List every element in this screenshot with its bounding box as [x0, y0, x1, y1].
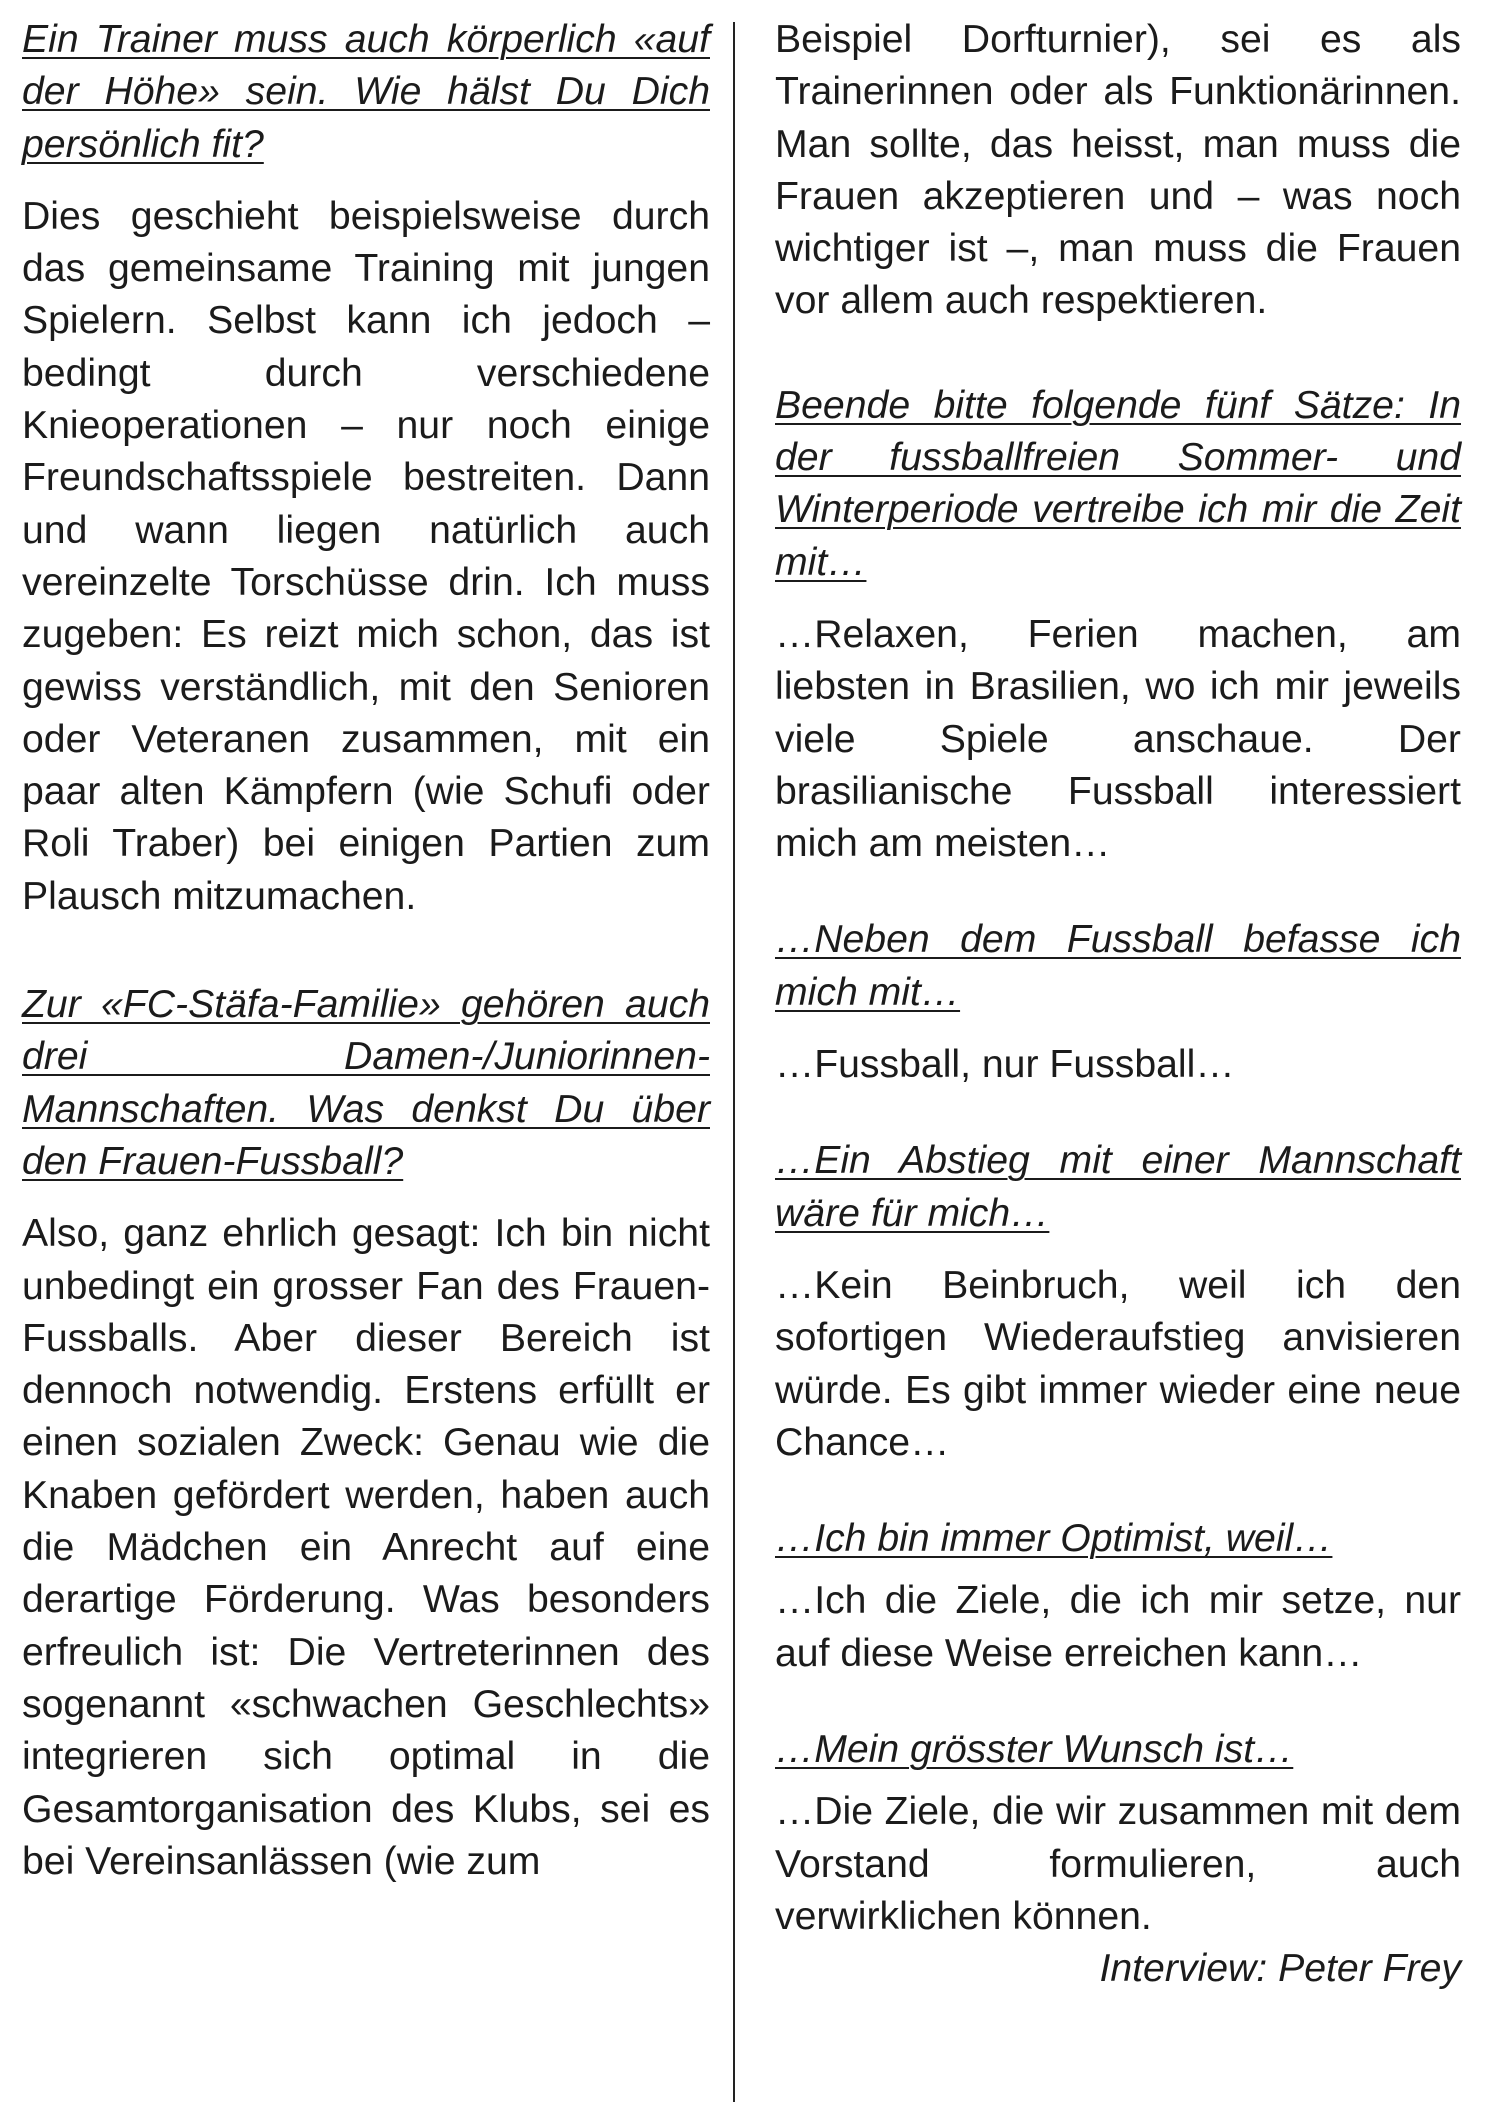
- question-relegation: …Ein Abstieg mit einer Mannschaft wäre für mich…: [775, 1139, 1461, 1235]
- answer-womens-football: Also, ganz ehrlich gesagt: Ich bin nicht unbedingt ein grosser Fan des Frauen-Fussballs. Aber dieser Bereich ist dennoch notwendig. Erstens erfüllt er einen sozialen Zweck: Genau wie die Knaben gefördert werden, haben auch die Mädchen ein Anrecht auf eine derartige Förderung. Was besonders erfreulich ist: Die Vertreterinnen des sogenannt «schwachen Geschlechts» integrieren sich optimal in die Gesamtorganisation des Klubs, sei es bei Vereinsanlässen (wie zum: [22, 1212, 710, 1883]
- answer-optimist: …Ich die Ziele, die ich mir setze, nur auf diese Weise erreichen kann…: [775, 1579, 1461, 1675]
- question-besides-football: …Neben dem Fussball befasse ich mich mit…: [775, 918, 1461, 1014]
- column-divider: [733, 22, 735, 2102]
- question-fitness: Ein Trainer muss auch körperlich «auf der Höhe» sein. Wie hälst Du Dich persönlich fit?: [22, 18, 710, 166]
- question-biggest-wish: …Mein grösster Wunsch ist…: [775, 1728, 1294, 1772]
- answer-fitness: Dies geschieht beispielsweise durch das gemeinsame Training mit jungen Spielern. Selbst kann ich jedoch – bedingt durch verschiedene Knieoperationen – nur noch einige Freundschaftsspiele bestreiten. Dann und wann liegen natürlich auch vereinzelte Torschüsse drin. Ich muss zugeben: Es reizt mich schon, das ist gewiss verständlich, mit den Senioren oder Veteranen zusammen, mit ein paar alten Kämpfern (wie Schufi oder Roli Traber) bei einigen Partien zum Plausch mitzumachen.: [22, 194, 710, 918]
- answer-biggest-wish: …Die Ziele, die wir zusammen mit dem Vorstand formulieren, auch verwirklichen können.: [775, 1790, 1461, 1938]
- interview-credit: Interview: Peter Frey: [1099, 1947, 1461, 1991]
- answer-womens-football-continued: Beispiel Dorfturnier), sei es als Trainerinnen oder als Funktionärinnen. Man sollte, das heisst, man muss die Frauen akzeptieren und – was noch wichtiger ist –, man muss die Frauen vor allem auch respektieren.: [775, 18, 1461, 323]
- answer-besides-football: …Fussball, nur Fussball…: [775, 1043, 1235, 1087]
- right-column: [775, 14, 1461, 1996]
- question-womens-football: Zur «FC-Stäfa-Familie» gehören auch drei Damen-/Juniorinnen-Mannschaften. Was denkst Du über den Frauen-Fussball?: [22, 983, 710, 1183]
- answer-offseason: …Relaxen, Ferien machen, am liebsten in Brasilien, wo ich mir jeweils viele Spiele anschaue. Der brasilianische Fussball interessiert mich am meisten…: [775, 612, 1461, 866]
- left-column: [22, 14, 710, 1888]
- answer-relegation: …Kein Beinbruch, weil ich den sofortigen Wiederaufstieg anvisieren würde. Es gibt immer wieder eine neue Chance…: [775, 1263, 1461, 1464]
- question-offseason: Beende bitte folgende fünf Sätze: In der fussballfreien Sommer- und Winterperiode vertreibe ich mir die Zeit mit…: [775, 383, 1461, 584]
- question-optimist: …Ich bin immer Optimist, weil…: [775, 1517, 1333, 1561]
